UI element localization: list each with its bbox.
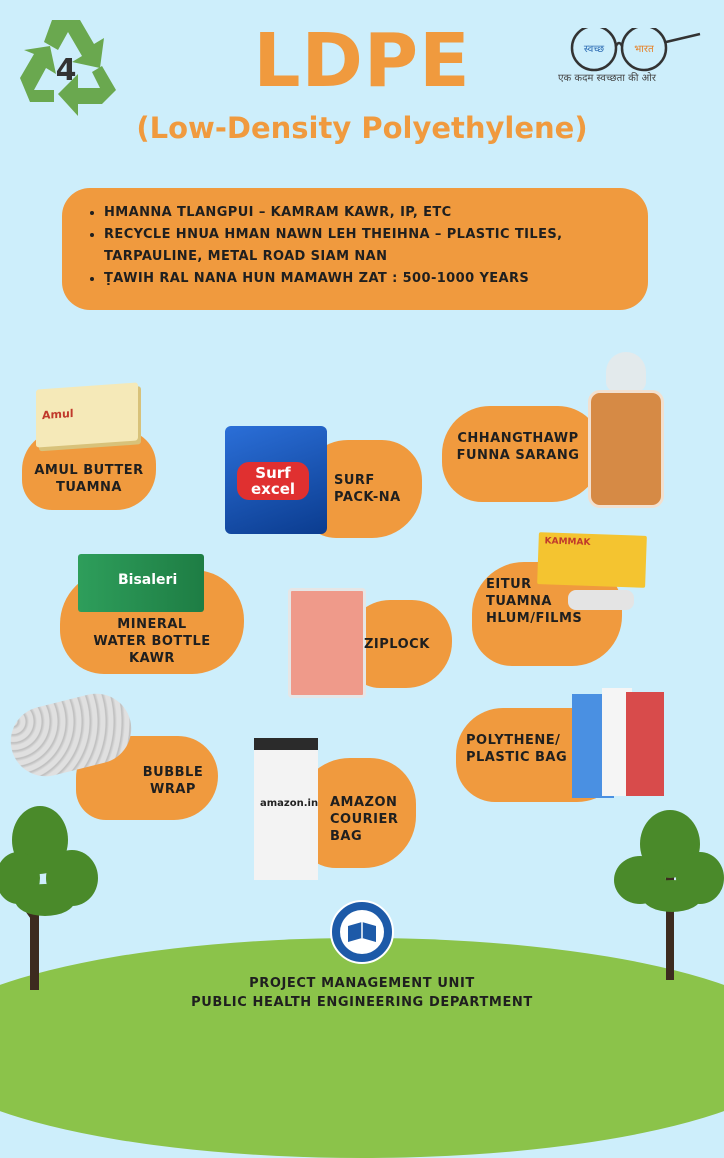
item-label: AMUL BUTTER TUAMNA xyxy=(34,463,144,495)
tree-left-icon xyxy=(0,800,110,990)
surf-pack-image: Surf excel xyxy=(225,426,327,534)
footer xyxy=(0,974,724,1012)
item-label: CHHANGTHAWP FUNNA SARANG xyxy=(456,431,580,463)
item-label: AMAZON COURIER BAG xyxy=(330,795,399,844)
page-subtitle: (Low-Density Polyethylene) xyxy=(136,111,588,145)
footer-line1: PROJECT MANAGEMENT UNIT xyxy=(249,976,475,991)
swachh-left-text: स्वच्छ xyxy=(583,44,605,55)
footer-line2: PUBLIC HEALTH ENGINEERING DEPARTMENT xyxy=(191,995,533,1010)
info-bullet: • RECYCLE HNUA HMAN NAWN LEH THEIHNA – PLASTIC TILES, TARPAULINE, METAL ROAD SIAM NAN xyxy=(104,224,630,268)
amul-butter-image: Amul xyxy=(36,382,138,447)
bread-bag-image xyxy=(588,352,660,502)
item-label: EITUR TUAMNA HLUM/FILMS xyxy=(486,577,583,626)
info-bullet: • ṬAWIH RAL NANA HUN MAMAWH ZAT : 500-1000 YEARS xyxy=(104,268,630,290)
info-box xyxy=(62,188,648,310)
item-label: ZIPLOCK xyxy=(364,637,430,652)
amazon-bag-image: amazon.in xyxy=(254,738,318,880)
bisleri-label-image: Bisaleri xyxy=(78,554,204,612)
swachh-tagline: एक कदम स्वच्छता की ओर xyxy=(558,73,656,84)
item-label: POLYTHENE/ PLASTIC BAG xyxy=(466,733,568,765)
polythene-bags-image xyxy=(572,684,668,800)
ziplock-image xyxy=(288,588,366,698)
info-bullet: • HMANNA TLANGPUI – KAMRAM KAWR, IP, ETC xyxy=(104,202,630,224)
item-label: MINERAL WATER BOTTLE KAWR xyxy=(93,617,211,666)
item-label: SURF PACK-NA xyxy=(334,473,401,505)
recycle-number: 4 xyxy=(55,53,77,88)
swachh-right-text: भारत xyxy=(634,44,654,55)
item-label: BUBBLE WRAP xyxy=(142,765,204,797)
phed-emblem-icon xyxy=(330,900,394,964)
page-title: LDPE xyxy=(253,18,471,104)
tree-right-icon xyxy=(610,800,724,980)
cling-film-box-image: KAMMAK xyxy=(537,532,647,588)
